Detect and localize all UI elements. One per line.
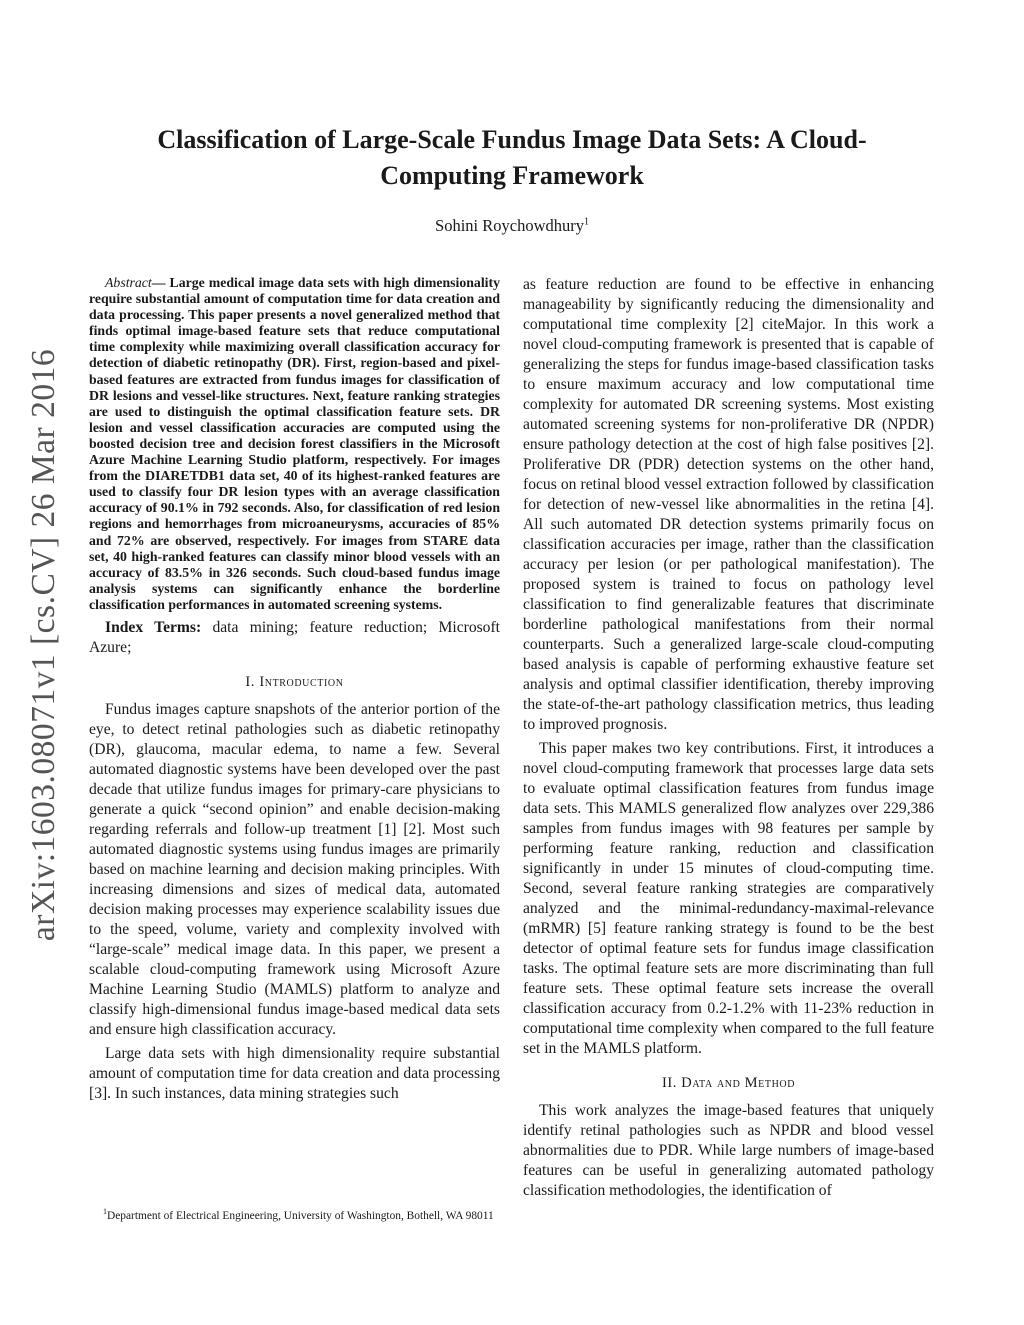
data-paragraph-1: This work analyzes the image-based features that uniquely identify retinal pathologies such as NPDR and blood vessel abnormalities due to PDR. While large numbers of image-based features can be useful in generalizing automated pathology classification methodologies, the identification of xyxy=(523,1102,934,1199)
intro-paragraph-2: Large data sets with high dimensionality require substantial amount of computation time for data creation and data processing [3]. In such instances, data mining strategies such xyxy=(89,1044,500,1102)
author-affiliation-mark: 1 xyxy=(583,216,589,228)
abstract-text: Large medical image data sets with high dimensionality require substantial amount of computation time for data creation and data processing. This paper presents a novel generalized method that finds optimal image-based feature sets that reduce computational time complexity while maximizing overall classification accuracy for detection of diabetic retinopathy (DR). First, region-based and pixel-based features are extracted from fundus images for classification of DR lesions and vessel-like structures. Next, feature ranking strategies are used to distinguish the optimal classification feature sets. DR lesion and vessel classification accuracies are computed using the boosted decision tree and decision forest classifiers in the Microsoft Azure Machine Learning Studio platform, respectively. For images from the DIARETDB1 data set, 40 of its highest-ranked features are used to classify four DR lesion types with an average classification accuracy of 90.1% in 792 seconds. Also, for classification of red lesion regions and hemorrhages from microaneurysms, accuracies of 85% and 72% are observed, respectively. For images from STARE data set, 40 high-ranked features can classify minor blood vessels with an accuracy of 83.5% in 326 seconds. Such cloud-based fundus image analysis systems can significantly enhance the borderline classification performances in automated screening systems. xyxy=(89,275,500,612)
intro-paragraph-1: Fundus images capture snapshots of the anterior portion of the eye, to detect retinal pathologies such as diabetic retinopathy (DR), glaucoma, macular edema, to name a few. Several automated diagnostic systems have been developed over the past decade that utilize fundus images for primary-care physicians to generate a quick “second opinion” and enable decision-making regarding referrals and follow-up treatment [1] [2]. Most such automated diagnostic systems using fundus images are primarily based on machine learning and decision making principles. With increasing dimensions and sizes of medical data, automated decision making processes may experience scalability issues due to the speed, volume, variety and complexity involved with “large-scale” medical image data. In this paper, we present a scalable cloud-computing framework using Microsoft Azure Machine Learning Studio (MAMLS) platform to analyze and classify high-dimensional fundus image-based medical data sets and ensure high classification accuracy. xyxy=(89,700,500,1038)
intro-paragraph-3: This paper makes two key contributions. First, it introduces a novel cloud-computing framework that processes large data sets to evaluate optimal classification features from fundus image data sets. This MAMLS generalized flow analyzes over 229,386 samples from fundus images with 98 features per sample by performing feature ranking, reduction and classification significantly in under 15 minutes of cloud-computing time. Second, several feature ranking strategies are comparatively analyzed and the minimal-redundancy-maximal-relevance (mRMR) [5] feature ranking strategy is found to be the best detector of optimal feature sets for fundus image classification tasks. The optimal feature sets are more discriminating than full feature sets. These optimal feature sets increase the overall classification accuracy from 0.2-1.2% with 11-23% reduction in computational time complexity when compared to the full feature set in the MAMLS platform. xyxy=(523,740,934,1057)
index-terms-text: data mining; feature reduction; Microsoft Azure; xyxy=(89,618,501,656)
section-number: I. xyxy=(245,673,260,690)
footnote xyxy=(89,1204,500,1224)
author-name: Sohini Roychowdhury xyxy=(435,216,584,235)
footnote-text: Department of Electrical Engineering, University of Washington, Bothell, WA 98011 xyxy=(107,1209,494,1222)
section-heading-introduction xyxy=(89,672,500,692)
abstract xyxy=(89,275,500,613)
index-terms-label: Index Terms: xyxy=(105,618,202,636)
abstract-label: Abstract xyxy=(105,275,152,290)
author-line xyxy=(312,216,712,236)
arxiv-sidebar-stamp xyxy=(18,340,70,950)
arxiv-identifier: arXiv:1603.08071v1 [cs.CV] 26 Mar 2016 xyxy=(25,348,62,942)
index-terms xyxy=(89,618,500,658)
paper-title: Classification of Large-Scale Fundus Image Data Sets: A Cloud-Computing Framework xyxy=(157,125,867,190)
section-number: II. xyxy=(661,1075,682,1091)
intro-paragraph-2-continued: as feature reduction are found to be effective in enhancing manageability by significantly reducing the dimensionality and computational time complexity [2] citeMajor. In this work a novel cloud-computing framework is presented that is capable of generalizing the steps for fundus image-based classification tasks to ensure maximum accuracy and low computational time complexity for automated DR screening systems. Most existing automated screening systems for non-proliferative DR (NPDR) ensure pathology detection at the cost of high false positives [2]. Proliferative DR (PDR) detection systems on the other hand, focus on retinal blood vessel extraction followed by classification for detection of new-vessel like abnormalities in the retina [4]. All such automated DR detection systems primarily focus on classification accuracies per image, rather than the classification accuracy per lesion (or per pathological manifestation). The proposed system is trained to focus on pathology level classification to find generalizable features that discriminate borderline pathological manifestations from their normal counterparts. Such a generalized large-scale cloud-computing based analysis is capable of performing exhaustive feature set analysis and optimal classifier identification, thereby improving the state-of-the-art pathology classification metrics, thus leading to improved prognosis. xyxy=(523,276,934,733)
section-title: Introduction xyxy=(259,673,344,690)
section-heading-data-and-method xyxy=(523,1073,934,1093)
left-column xyxy=(89,275,500,1104)
abstract-separator: — xyxy=(151,275,170,290)
right-column xyxy=(523,275,934,1201)
footnote-mark: 1 xyxy=(103,1207,107,1216)
section-title: Data and Method xyxy=(681,1075,796,1091)
